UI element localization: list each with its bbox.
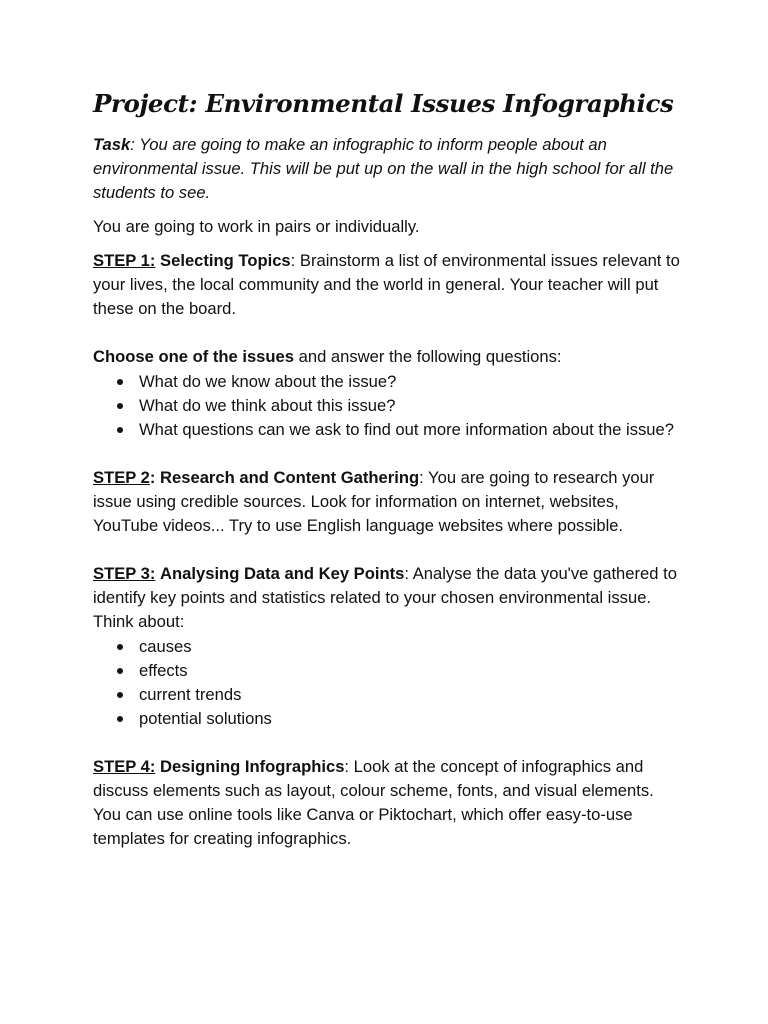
choose-text: and answer the following questions: xyxy=(294,347,562,366)
step2-text: : You are going to research your issue using credible sources. Look for information on internet, websites, YouTube videos... Try to use English language websites where possible. xyxy=(93,468,655,535)
choose-paragraph xyxy=(93,345,688,369)
list-item: What do we think about this issue? xyxy=(139,394,688,418)
step2-paragraph xyxy=(93,466,688,538)
step3-label: STEP 3: xyxy=(93,564,156,583)
list-item: What questions can we ask to find out more information about the issue? xyxy=(139,418,688,442)
step1-text: : Brainstorm a list of environmental issues relevant to your lives, the local community and the world in general. Your teacher will put these on the board. xyxy=(93,251,680,318)
list-item: potential solutions xyxy=(139,707,688,731)
task-text: : You are going to make an infographic to inform people about an environmental issue. This will be put up on the wall in the high school for all the students to see. xyxy=(93,135,674,202)
step3-section xyxy=(93,562,688,731)
step4-tools-paragraph: You can use online tools like Canva or Piktochart, which offer easy-to-use templates for creating infographics. xyxy=(93,805,633,848)
think-about-list xyxy=(93,635,688,731)
step1-heading: Selecting Topics xyxy=(160,251,291,270)
step3-paragraph xyxy=(93,562,688,634)
task-paragraph xyxy=(93,133,688,205)
questions-list xyxy=(93,370,688,442)
list-item: effects xyxy=(139,659,688,683)
page-title: Project: Environmental Issues Infographics xyxy=(93,89,674,118)
step2-label: STEP 2 xyxy=(93,468,150,487)
step4-paragraph xyxy=(93,755,688,803)
step3-heading: Analysing Data and Key Points xyxy=(160,564,405,583)
step4-text: : Look at the concept of infographics and discuss elements such as layout, colour scheme, fonts, and visual elements. xyxy=(93,757,654,800)
choose-section xyxy=(93,345,688,442)
task-label: Task xyxy=(93,135,131,154)
list-item: current trends xyxy=(139,683,688,707)
step1-paragraph xyxy=(93,249,688,321)
step4-label: STEP 4: xyxy=(93,757,156,776)
document-body xyxy=(93,133,688,851)
list-item: What do we know about the issue? xyxy=(139,370,688,394)
step4-section xyxy=(93,755,688,851)
step3-text: : Analyse the data you've gathered to identify key points and statistics related to your chosen environmental issue. Think about: xyxy=(93,564,677,631)
step1-label: STEP 1: xyxy=(93,251,156,270)
list-item: causes xyxy=(139,635,688,659)
choose-bold: Choose one of the issues xyxy=(93,347,295,366)
step2-heading: : Research and Content Gathering xyxy=(149,468,420,487)
step4-heading: Designing Infographics xyxy=(160,757,345,776)
pairs-paragraph: You are going to work in pairs or individually. xyxy=(93,217,420,236)
